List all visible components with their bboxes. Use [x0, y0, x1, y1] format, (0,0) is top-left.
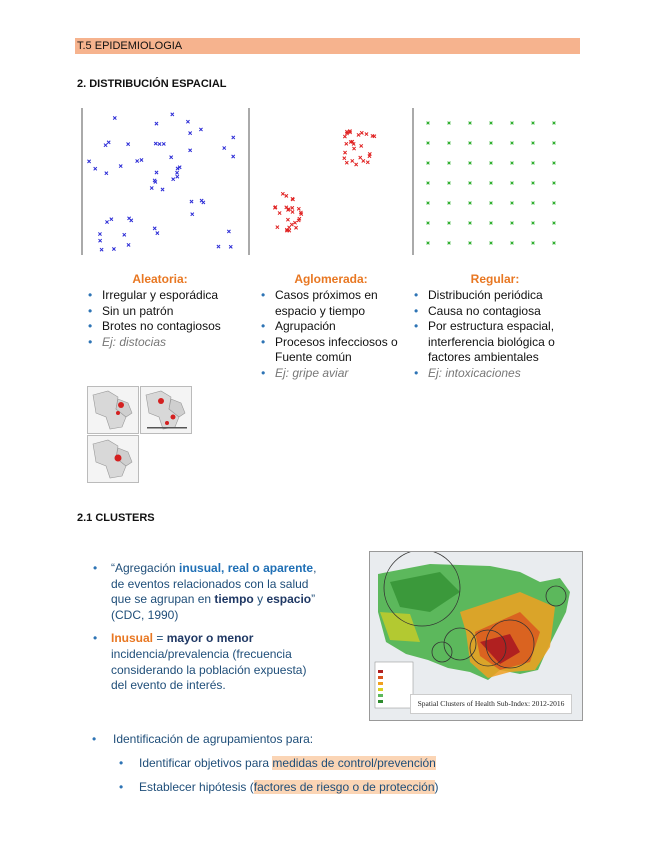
point-marker: [469, 162, 472, 165]
point-marker: [294, 226, 297, 229]
point-marker: [511, 182, 514, 185]
point-marker: [119, 164, 122, 167]
random-points: [87, 113, 234, 252]
point-marker: [355, 163, 358, 166]
point-marker: [281, 192, 284, 195]
point-marker: [232, 155, 235, 158]
section-title-spatial: 2. DISTRIBUCIÓN ESPACIAL: [77, 78, 227, 90]
pattern-title-clustered: Aglomerada:: [294, 272, 368, 286]
point-marker: [127, 217, 130, 220]
point-marker: [532, 202, 535, 205]
point-marker: [172, 178, 175, 181]
inusual-eq: =: [153, 631, 167, 646]
example-item: • Ej: intoxicaciones: [412, 366, 577, 382]
point-marker: [553, 202, 556, 205]
point-marker: [448, 122, 451, 125]
point-marker: [107, 141, 110, 144]
point-marker: [293, 221, 296, 224]
map-thumbnail-1: [87, 386, 139, 434]
point-marker: [345, 142, 348, 145]
point-marker: [161, 188, 164, 191]
point-marker: [345, 161, 348, 164]
point-marker: [276, 226, 279, 229]
point-marker: [229, 245, 232, 248]
point-marker: [448, 202, 451, 205]
bullet: •: [119, 756, 124, 770]
point-marker: [532, 122, 535, 125]
bullet: •: [119, 780, 124, 794]
point-marker: [286, 218, 289, 221]
def-mid: , de eventos relacionados con la salud que se agrupan en: [111, 561, 317, 607]
point-marker: [448, 142, 451, 145]
def-end: ” (CDC, 1990): [111, 592, 316, 622]
pattern-title-random: Aleatoria:: [132, 272, 188, 286]
point-marker: [140, 158, 143, 161]
point-marker: [227, 230, 230, 233]
point-marker: [360, 131, 363, 134]
point-marker: [127, 143, 130, 146]
point-marker: [278, 211, 281, 214]
point-marker: [297, 207, 300, 210]
hypothesis-item: [139, 780, 439, 794]
def-intro: “Agregación: [111, 561, 180, 575]
point-marker: [186, 120, 189, 123]
point-marker: [170, 156, 173, 159]
point-marker: [127, 243, 130, 246]
point-marker: [427, 182, 430, 185]
point-marker: [490, 222, 493, 225]
header-bar: [75, 38, 580, 54]
point-marker: [175, 171, 178, 174]
point-marker: [232, 136, 235, 139]
list-item: • Distribución periódica: [412, 288, 577, 304]
point-marker: [150, 186, 153, 189]
point-marker: [532, 182, 535, 185]
example-item: • Ej: distocias: [86, 335, 246, 351]
list-item: • Brotes no contagiosos: [86, 319, 246, 335]
point-marker: [427, 142, 430, 145]
point-marker: [366, 161, 369, 164]
point-marker: [448, 182, 451, 185]
point-marker: [532, 162, 535, 165]
point-marker: [104, 144, 107, 147]
hypothesis-end: ): [434, 780, 439, 794]
point-marker: [511, 162, 514, 165]
hypothesis-prefix: Establecer hipótesis (: [139, 780, 254, 794]
def-bold-3: espacio: [266, 592, 312, 607]
map-thumbnail-2: [140, 386, 192, 434]
list-item: • Por estructura espacial, interferencia biológica o factores ambientales: [412, 319, 577, 366]
point-marker: [553, 242, 556, 245]
list-item: • Sin un patrón: [86, 304, 246, 320]
point-marker: [105, 172, 108, 175]
point-marker: [448, 242, 451, 245]
point-marker: [291, 210, 294, 213]
point-marker: [189, 132, 192, 135]
clusters-definition-list: [91, 561, 321, 702]
point-marker: [511, 122, 514, 125]
identification-lead: Identificación de agrupamientos para:: [113, 732, 314, 746]
header-title: T.5 EPIDEMIOLOGIA: [77, 40, 183, 52]
point-marker: [343, 135, 346, 138]
point-marker: [357, 133, 360, 136]
point-marker: [99, 239, 102, 242]
point-marker: [427, 122, 430, 125]
point-marker: [490, 142, 493, 145]
regular-pattern-plot: [410, 103, 580, 263]
point-marker: [359, 156, 362, 159]
point-marker: [490, 202, 493, 205]
point-marker: [362, 159, 365, 162]
point-marker: [490, 182, 493, 185]
inusual-item: [91, 631, 321, 693]
inusual-rest: incidencia/prevalencia (frecuencia considerando la población expuesta) del evento de interés.: [111, 646, 307, 693]
definition-item: [91, 561, 321, 623]
point-marker: [123, 233, 126, 236]
inusual-bold: mayor o menor: [166, 631, 254, 646]
point-marker: [490, 162, 493, 165]
point-marker: [365, 133, 368, 136]
point-marker: [490, 122, 493, 125]
point-marker: [469, 122, 472, 125]
point-marker: [427, 242, 430, 245]
objectives-item: [139, 756, 436, 770]
point-marker: [285, 194, 288, 197]
point-marker: [490, 242, 493, 245]
objectives-highlight: medidas de control/prevención: [272, 756, 436, 770]
point-marker: [136, 159, 139, 162]
def-bold-2: tiempo: [214, 592, 254, 607]
def-and: y: [253, 592, 267, 607]
us-cluster-map: [369, 551, 583, 721]
point-marker: [113, 116, 116, 119]
point-marker: [553, 142, 556, 145]
point-marker: [511, 222, 514, 225]
example-item: • Ej: gripe aviar: [259, 366, 409, 382]
point-marker: [427, 162, 430, 165]
point-marker: [155, 122, 158, 125]
point-marker: [98, 232, 101, 235]
point-marker: [199, 128, 202, 131]
point-marker: [155, 171, 158, 174]
point-marker: [469, 202, 472, 205]
point-marker: [448, 222, 451, 225]
point-marker: [511, 202, 514, 205]
point-marker: [343, 151, 346, 154]
point-marker: [100, 248, 103, 251]
point-marker: [352, 147, 355, 150]
list-item: • Irregular y esporádica: [86, 288, 246, 304]
objectives-prefix: Identificar objetivos para: [139, 756, 273, 770]
hypothesis-highlight: factores de riesgo o de protección: [253, 780, 435, 794]
point-marker: [176, 175, 179, 178]
point-marker: [469, 242, 472, 245]
point-marker: [200, 199, 203, 202]
list-item: • Causa no contagiosa: [412, 304, 577, 320]
point-marker: [553, 122, 556, 125]
section-title-clusters: 2.1 CLUSTERS: [77, 512, 155, 524]
bullet: •: [92, 732, 97, 746]
list-item: • Casos próximos en espacio y tiempo: [259, 288, 409, 319]
point-marker: [112, 247, 115, 250]
point-marker: [553, 222, 556, 225]
inusual-word: Inusual: [111, 631, 154, 646]
point-marker: [153, 227, 156, 230]
point-marker: [158, 142, 161, 145]
point-marker: [87, 160, 90, 163]
map-caption: Spatial Clusters of Health Sub-Index: 2012-2016: [410, 694, 572, 714]
point-marker: [469, 142, 472, 145]
point-marker: [162, 142, 165, 145]
point-marker: [553, 182, 556, 185]
random-list: [86, 288, 246, 350]
point-marker: [511, 242, 514, 245]
regular-list: [412, 288, 577, 382]
clustered-points: [273, 129, 376, 232]
def-bold-1: inusual, real o aparente: [179, 561, 314, 575]
point-marker: [343, 157, 346, 160]
point-marker: [291, 206, 294, 209]
point-marker: [189, 149, 192, 152]
point-marker: [553, 162, 556, 165]
point-marker: [110, 218, 113, 221]
clustered-pattern-plot: [246, 103, 416, 263]
point-marker: [427, 222, 430, 225]
point-marker: [469, 182, 472, 185]
point-marker: [217, 245, 220, 248]
list-item: • Procesos infecciosos o Fuente común: [259, 335, 409, 366]
point-marker: [94, 167, 97, 170]
point-marker: [448, 162, 451, 165]
point-marker: [223, 146, 226, 149]
pattern-title-regular: Regular:: [470, 272, 520, 286]
point-marker: [469, 222, 472, 225]
point-marker: [360, 144, 363, 147]
regular-points: [427, 122, 556, 245]
point-marker: [532, 242, 535, 245]
point-marker: [351, 159, 354, 162]
random-pattern-plot: [78, 103, 248, 263]
point-marker: [427, 202, 430, 205]
point-marker: [290, 223, 293, 226]
point-marker: [532, 142, 535, 145]
point-marker: [156, 232, 159, 235]
point-marker: [532, 222, 535, 225]
map-thumbnail-3: [87, 435, 139, 483]
point-marker: [190, 200, 193, 203]
point-marker: [171, 113, 174, 116]
point-marker: [154, 142, 157, 145]
clustered-list: [259, 288, 409, 382]
list-item: • Agrupación: [259, 319, 409, 335]
point-marker: [511, 142, 514, 145]
point-marker: [105, 220, 108, 223]
point-marker: [191, 213, 194, 216]
